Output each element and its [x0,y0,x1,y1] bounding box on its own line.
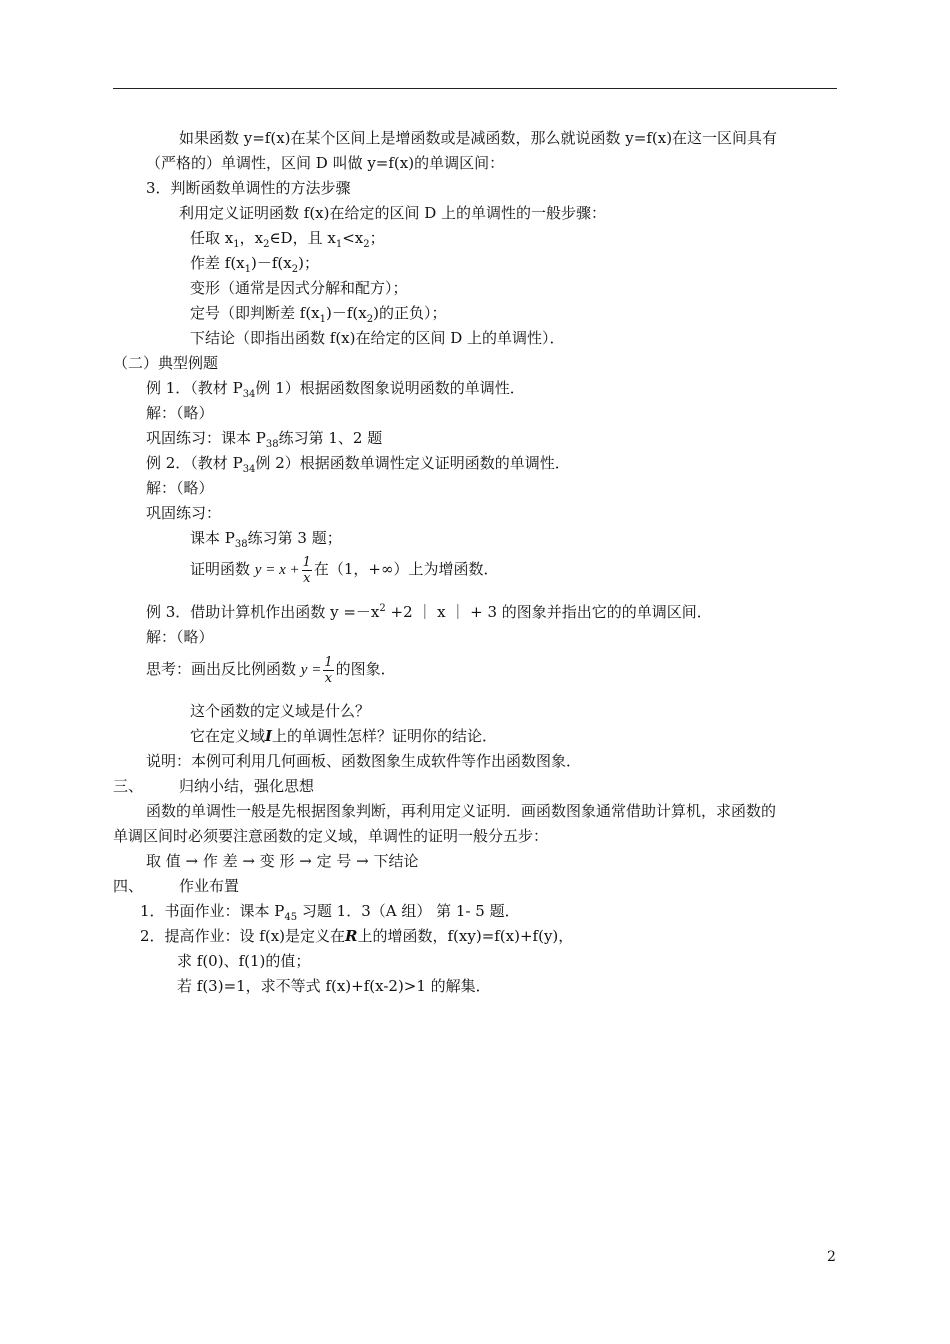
question-line: 这个函数的定义域是什么？ [190,702,371,720]
homework-line: 求 f(0)、f(1)的值； [177,952,311,970]
solution-line: 解：（略） [146,404,214,422]
section-heading: 三、 归纳小结，强化思想 [113,777,315,795]
section-heading: （二）典型例题 [113,354,219,372]
step-line: 作差 $f(x_1)-f(x_2)$； [190,254,319,275]
section-heading: 四、 作业布置 [113,877,240,895]
solution-line: 解：（略） [146,479,214,497]
homework-line: 2．提高作业：设 f(x)是定义在R上的增函数，f(xy)=f(x)+f(y)， [140,927,574,945]
steps-summary: 取 值 → 作 差 → 变 形 → 定 号 → 下结论 [146,852,419,870]
step-line: 任取 $x_1$，$x_2\in D$，且 $x_1<x_2$； [190,229,385,250]
note-line: 说明：本例可利用几何画板、函数图象生成软件等作出函数图象． [146,752,582,770]
step-line: 定号（即判断差 $f(x_1)-f(x_2)$的正负）； [190,304,447,325]
step-line: 下结论（即指出函数 f(x)在给定的区间 D 上的单调性）． [190,329,565,347]
formula: y = x + [254,562,300,578]
example-line: 例 3．借助计算机作出函数 $y =-x^2 +2$ ｜ x ｜ + 3 的图象并指出它的的单调区间． [146,603,712,621]
header-rule [113,88,837,89]
solution-line: 解：（略） [146,628,214,646]
section-heading: 3．判断函数单调性的方法步骤 [146,179,351,197]
thinking-line: 思考：画出反比例函数 y = $\frac{1}{x}$ 的图象． [146,654,396,686]
paragraph-line: 函数的单调性一般是先根据图象判断，再利用定义证明．画函数图象通常借助计算机，求函数的 [146,802,777,820]
paragraph-line: 单调区间时必须要注意函数的定义域，单调性的证明一般分五步： [113,827,549,845]
fraction: $\frac{1}{x}$ [302,554,311,586]
page-number: 2 [827,1249,836,1265]
exercise-line-with-formula: 证明函数 y = x + $\frac{1}{x}$ 在（1，+∞）上为增函数． [190,554,499,586]
exercise-line: 巩固练习： [146,504,222,522]
question-line: 它在定义域I上的单调性怎样？证明你的结论． [190,727,498,745]
formula: y = [300,662,322,678]
exercise-line: 巩固练习：课本 $P_{38}$练习第 1、2 题 [146,429,383,450]
fraction: $\frac{1}{x}$ [324,654,333,686]
homework-line: 1．书面作业：课本 $P_{45}$ 习题 1．3（A 组） 第 1- 5 题． [140,902,520,923]
paragraph-line: （严格的）单调性，区间 D 叫做 y=f(x)的单调区间： [146,154,505,172]
homework-line: 若 f(3)=1，求不等式 f(x)+f(x-2)>1 的解集． [177,977,491,995]
exercise-line: 课本 $P_{38}$练习第 3 题； [190,529,342,550]
example-line: 例 1．（教材 $P_{34}$例 1）根据函数图象说明函数的单调性． [146,379,525,400]
paragraph-line: 利用定义证明函数 f(x)在给定的区间 D 上的单调性的一般步骤： [179,204,607,222]
example-line: 例 2．（教材 $P_{34}$例 2）根据函数单调性定义证明函数的单调性． [146,454,570,475]
paragraph-line: 如果函数 y=f(x)在某个区间上是增函数或是减函数，那么就说函数 y=f(x)在这一区间具有 [179,129,778,147]
step-line: 变形（通常是因式分解和配方）； [190,279,408,297]
